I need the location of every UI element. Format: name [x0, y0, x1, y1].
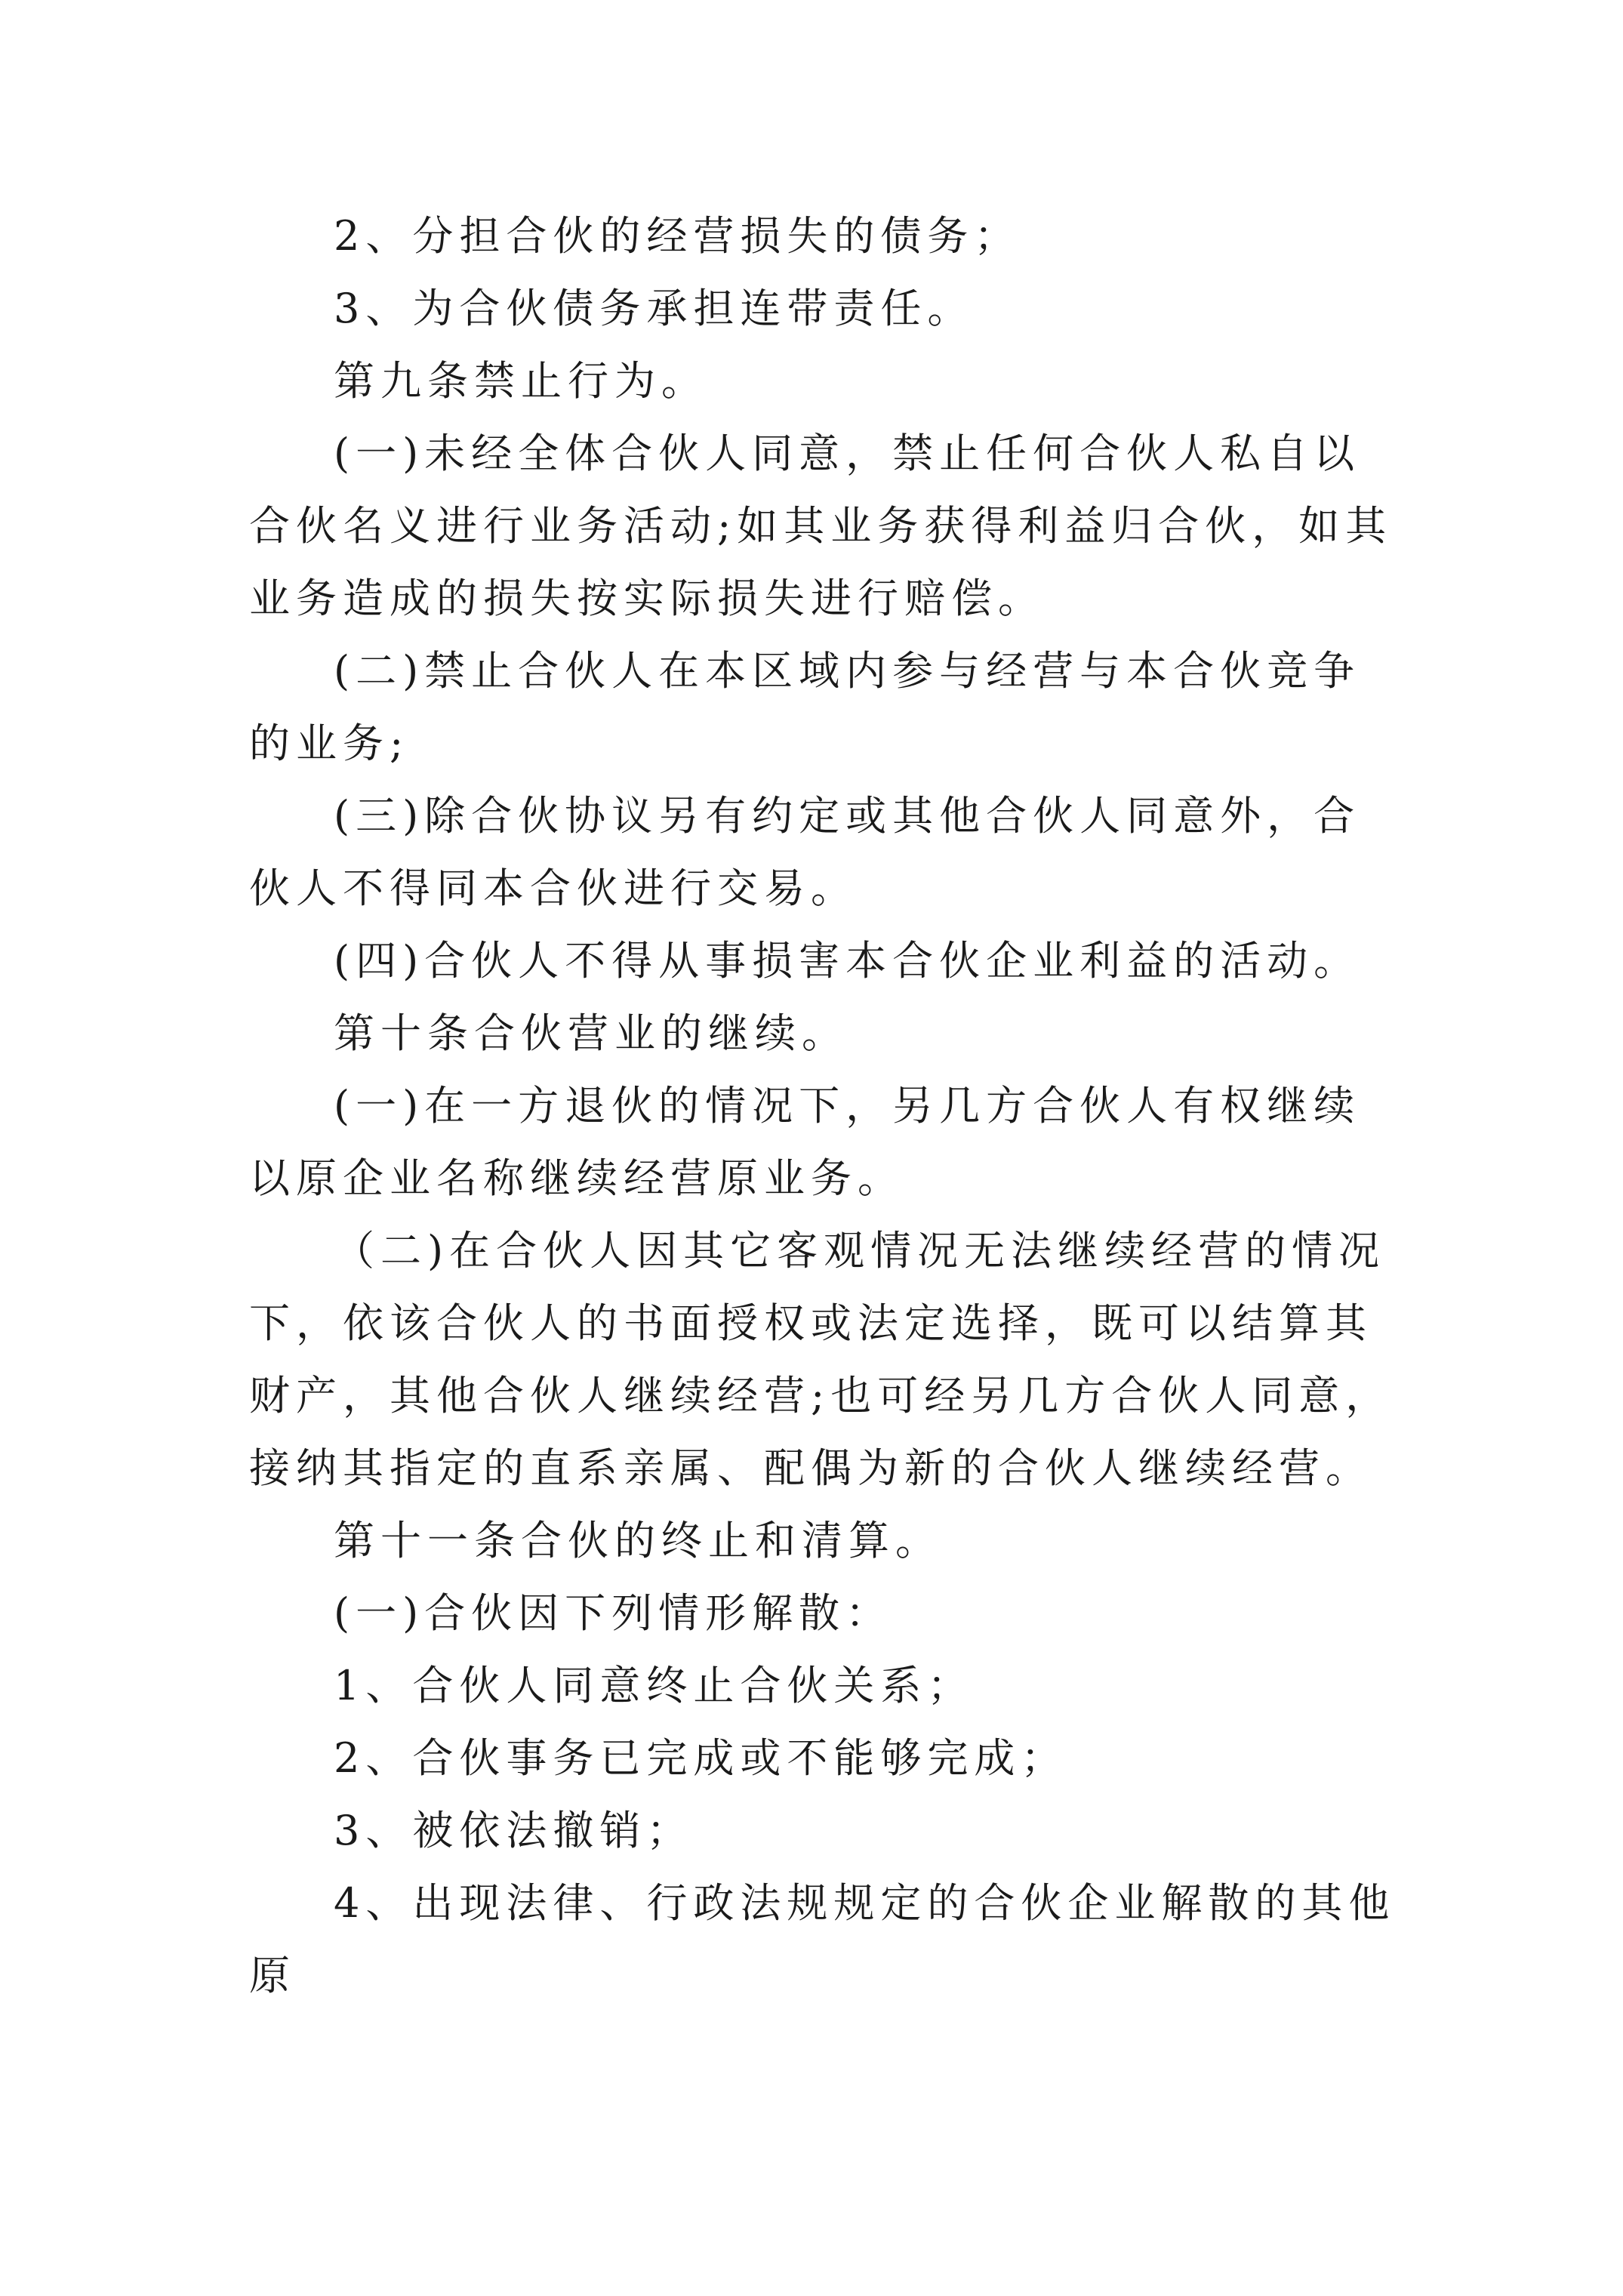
article-9-heading: 第九条禁止行为。 [334, 357, 708, 405]
article-10-clause-2: （二)在合伙人因其它客观情况无法继续经营的情况下，依该合伙人的书面授权或法定选择，既可以结算其财产，其他合伙人继续经营;也可经另几方合伙人同意，接纳其指定的直系亲属、配偶为新的合伙人继续经营。 [249, 1227, 1393, 1492]
article-9-clause-3: (三)除合伙协议另有约定或其他合伙人同意外，合伙人不得同本合伙进行交易。 [249, 792, 1361, 912]
article-11-item-3: 3、被依法撤销； [334, 1807, 694, 1854]
article-9-clause-2: (二)禁止合伙人在本区域内参与经营与本合伙竞争的业务; [249, 647, 1361, 767]
article-9-clause-4: (四)合伙人不得从事损害本合伙企业利益的活动。 [334, 937, 1361, 985]
paragraph-2: 3、为合伙债务承担连带责任。 [334, 285, 975, 332]
document-body [249, 200, 1397, 2012]
article-11-item-2: 2、合伙事务已完成或不能够完成； [334, 1734, 1068, 1782]
article-11-clause-1: (一)合伙因下列情形解散： [334, 1589, 893, 1637]
article-11-heading: 第十一条合伙的终止和清算。 [334, 1517, 942, 1564]
article-10-clause-1: (一)在一方退伙的情况下，另几方合伙人有权继续以原企业名称继续经营原业务。 [249, 1082, 1361, 1202]
article-11-item-4: 4、出现法律、行政法规规定的合伙企业解散的其他原 [249, 1879, 1396, 1999]
article-9-clause-1: (一)未经全体合伙人同意，禁止任何合伙人私自以合伙名义进行业务活动;如其业务获得利益归合伙，如其业务造成的损失按实际损失进行赔偿。 [249, 430, 1393, 622]
article-10-heading: 第十条合伙营业的继续。 [334, 1009, 848, 1057]
paragraph-1: 2、分担合伙的经营损失的债务； [334, 212, 1021, 260]
article-11-item-1: 1、合伙人同意终止合伙关系； [334, 1662, 975, 1709]
